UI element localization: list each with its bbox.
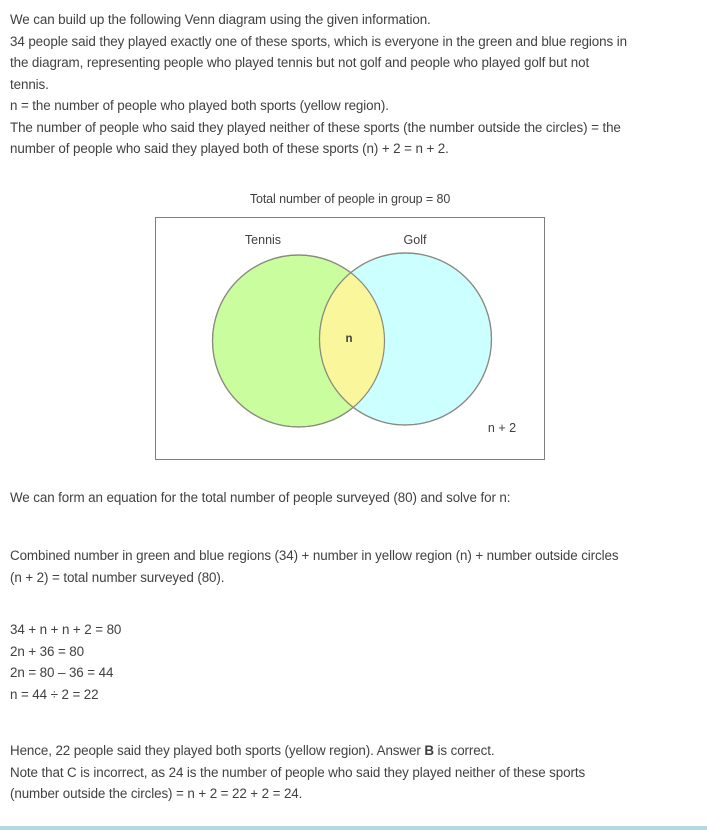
intersection-label: n bbox=[345, 333, 353, 345]
text-line: number of people who said they played both of these sports (n) + 2 = n + 2. bbox=[10, 141, 449, 156]
venn-diagram bbox=[156, 218, 544, 459]
conclusion-note bbox=[10, 762, 585, 805]
text-line: 34 + n + n + 2 = 80 bbox=[10, 622, 122, 637]
intro-text bbox=[10, 9, 627, 160]
text-line: n = 44 ÷ 2 = 22 bbox=[10, 686, 99, 702]
combined-statement bbox=[10, 545, 618, 588]
text-line: Note that C is incorrect, as 24 is the number of people who said they played neither of these sports bbox=[10, 764, 586, 780]
text-line: 2n + 36 = 80 bbox=[10, 643, 85, 659]
golf-label: Golf bbox=[403, 233, 427, 247]
text-line: Combined number in green and blue regions (34) + number in yellow region (n) + number outside circles bbox=[10, 548, 619, 563]
text-line: tennis. bbox=[10, 76, 49, 92]
tennis-label: Tennis bbox=[244, 233, 282, 247]
text-line: the diagram, representing people who played tennis but not golf and people who played golf but not bbox=[10, 55, 590, 70]
conclusion-text-after: is correct. bbox=[433, 743, 495, 758]
venn-diagram-box bbox=[155, 217, 545, 460]
conclusion bbox=[10, 740, 585, 805]
bottom-divider bbox=[0, 826, 707, 830]
outside-label: n + 2 bbox=[487, 421, 517, 435]
text-line: n = the number of people who played both sports (yellow region). bbox=[10, 98, 389, 113]
text-line: (n + 2) = total number surveyed (80). bbox=[10, 569, 225, 585]
conclusion-line bbox=[10, 740, 585, 762]
text-line: The number of people who said they played neither of these sports (the number outside the circles) = the bbox=[10, 119, 621, 135]
text-line: 34 people said they played exactly one of these sports, which is everyone in the green and blue regions in bbox=[10, 33, 627, 49]
answer-letter: B bbox=[424, 743, 434, 758]
equation-steps bbox=[10, 619, 121, 705]
text-line: (number outside the circles) = n + 2 = 22 + 2 = 24. bbox=[10, 786, 303, 801]
text-line: 2n = 80 – 36 = 44 bbox=[10, 665, 114, 680]
text-line: We can build up the following Venn diagram using the given information. bbox=[10, 12, 431, 27]
equation-intro: We can form an equation for the total number of people surveyed (80) and solve for n: bbox=[10, 490, 511, 505]
venn-title: Total number of people in group = 80 bbox=[249, 192, 451, 206]
conclusion-text-before: Hence, 22 people said they played both sports (yellow region). Answer bbox=[10, 743, 425, 758]
